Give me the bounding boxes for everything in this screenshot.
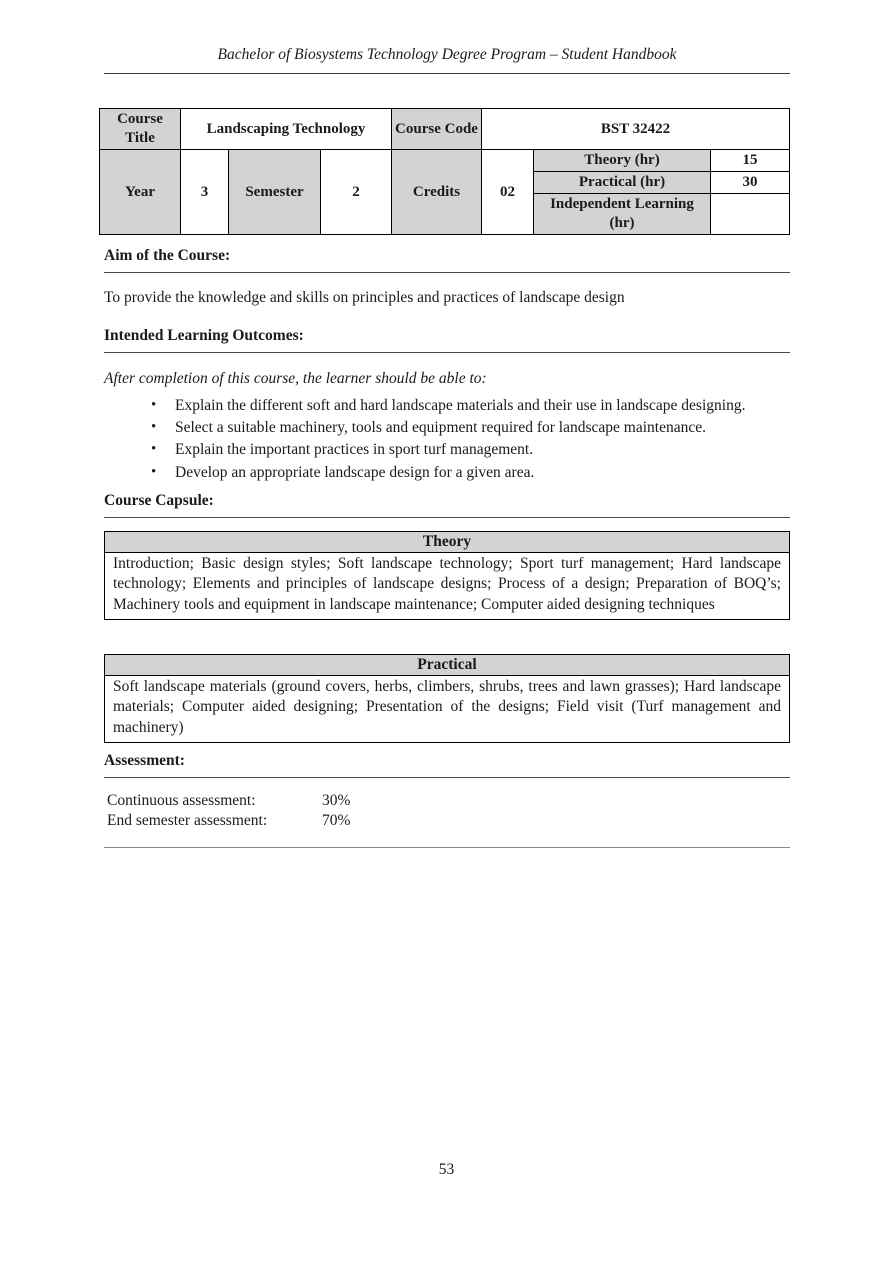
ilo-intro-text: After completion of this course, the learner should be able to:	[104, 370, 487, 387]
independent-learning-value-cell	[711, 194, 790, 235]
list-item: • Explain the important practices in sport turf management.	[104, 439, 790, 461]
assessment-row	[107, 812, 707, 830]
assessment-item-label: End semester assessment:	[107, 812, 268, 829]
table-row	[100, 109, 790, 150]
course-code-value-cell: BST 32422	[482, 109, 790, 150]
credits-value-cell: 02	[482, 150, 534, 235]
assessment-item-value: 30%	[322, 792, 351, 809]
course-info-table	[99, 108, 790, 235]
assessment-heading: Assessment:	[104, 752, 790, 778]
assessment-row	[107, 792, 707, 810]
table-row	[100, 150, 790, 172]
theory-hr-value-cell: 15	[711, 150, 790, 172]
page-header	[104, 46, 790, 74]
theory-capsule-table	[104, 531, 790, 620]
theory-hr-label-cell: Theory (hr)	[534, 150, 711, 172]
semester-label-cell: Semester	[229, 150, 321, 235]
assessment-item-value: 70%	[322, 812, 351, 829]
capsule-heading: Course Capsule:	[104, 492, 790, 518]
aim-body-text: To provide the knowledge and skills on principles and practices of landscape design	[104, 289, 625, 306]
practical-hr-value-cell: 30	[711, 172, 790, 194]
list-item: • Explain the different soft and hard landscape materials and their use in landscape designing.	[104, 395, 790, 417]
practical-hr-label-cell: Practical (hr)	[534, 172, 711, 194]
course-title-label-cell: Course Title	[100, 109, 181, 150]
year-value-cell: 3	[181, 150, 229, 235]
section-divider	[104, 847, 790, 848]
ilo-bullet-list	[104, 395, 790, 484]
list-item: • Develop an appropriate landscape design for a given area.	[104, 462, 790, 484]
assessment-item-label: Continuous assessment:	[107, 792, 256, 809]
year-label-cell: Year	[100, 150, 181, 235]
list-item: • Select a suitable machinery, tools and equipment required for landscape maintenance.	[104, 417, 790, 439]
page-number: 53	[438, 1161, 455, 1178]
practical-capsule-table	[104, 654, 790, 743]
credits-label-cell: Credits	[392, 150, 482, 235]
header-title: Bachelor of Biosystems Technology Degree Program – Student Handbook	[217, 46, 677, 63]
practical-capsule-body: Soft landscape materials (ground covers, herbs, climbers, shrubs, trees and lawn grasses); Hard landscape materials; Computer aided designing; Presentation of the designs; Field visit (Turf management and machinery)	[113, 678, 781, 736]
practical-capsule-header: Practical	[105, 655, 789, 676]
independent-learning-label-cell: Independent Learning (hr)	[534, 194, 711, 235]
theory-capsule-header: Theory	[105, 532, 789, 553]
aim-heading: Aim of the Course:	[104, 247, 790, 273]
ilo-heading: Intended Learning Outcomes:	[104, 327, 790, 353]
theory-capsule-body: Introduction; Basic design styles; Soft landscape technology; Sport turf management; Hard landscape technology; Elements and principles of landscape designs; Process of a design; Preparation of BOQ’s; Machinery tools and equipment in landscape maintenance; Computer aided designing techniques	[113, 555, 781, 613]
semester-value-cell: 2	[321, 150, 392, 235]
course-title-value-cell: Landscaping Technology	[181, 109, 392, 150]
course-code-label-cell: Course Code	[392, 109, 482, 150]
